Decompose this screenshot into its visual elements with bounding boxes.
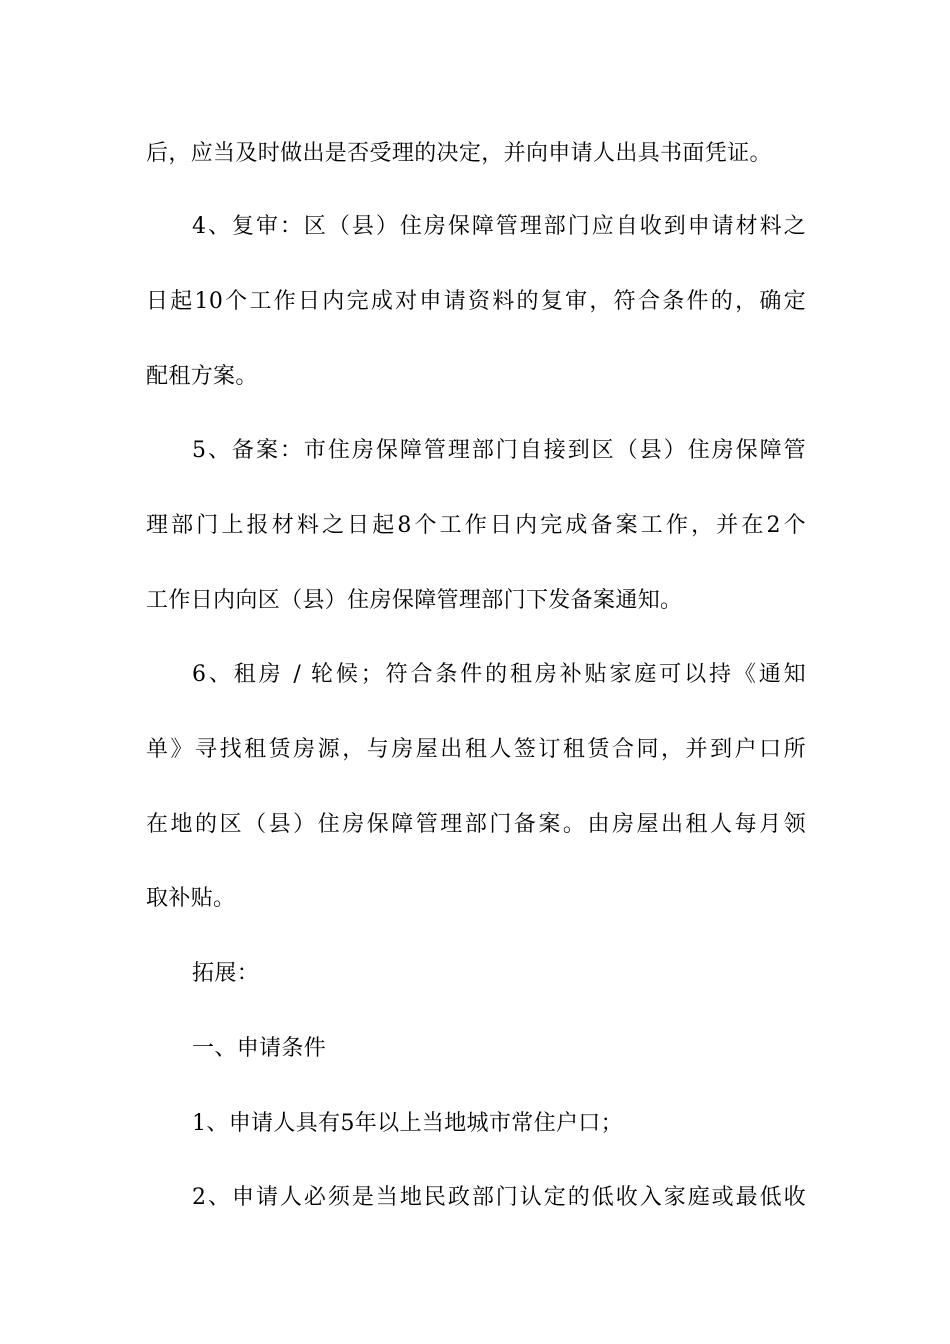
- text-line-8: 6、租房 / 轮候；符合条件的租房补贴家庭可以持《通知: [192, 662, 806, 687]
- text-line-14: 1、申请人具有5年以上当地城市常住户口；: [192, 1111, 623, 1136]
- text-line-2: 4、复审：区（县）住房保障管理部门应自收到申请材料之: [192, 214, 806, 239]
- text-line-11: 取补贴。: [146, 886, 236, 911]
- text-line-4: 配租方案。: [146, 364, 258, 389]
- text-line-15: 2、申请人必须是当地民政部门认定的低收入家庭或最低收: [192, 1185, 806, 1210]
- section-label-expand: 拓展：: [192, 961, 260, 986]
- text-line-10: 在地的区（县）住房保障管理部门备案。由房屋出租人每月领: [146, 812, 806, 837]
- text-line-7: 工作日内向区（县）住房保障管理部门下发备案通知。: [146, 588, 683, 613]
- text-line-1: 后，应当及时做出是否受理的决定，并向申请人出具书面凭证。: [146, 141, 772, 166]
- section-heading-application-conditions: 一、申请条件: [192, 1036, 327, 1061]
- text-line-5: 5、备案：市住房保障管理部门自接到区（县）住房保障管: [192, 438, 806, 463]
- text-line-3: 日起10个工作日内完成对申请资料的复审，符合条件的，确定: [146, 289, 806, 314]
- text-line-6: 理部门上报材料之日起8个工作日内完成备案工作，并在2个: [146, 513, 806, 538]
- text-line-9: 单》寻找租赁房源，与房屋出租人签订租赁合同，并到户口所: [146, 737, 806, 762]
